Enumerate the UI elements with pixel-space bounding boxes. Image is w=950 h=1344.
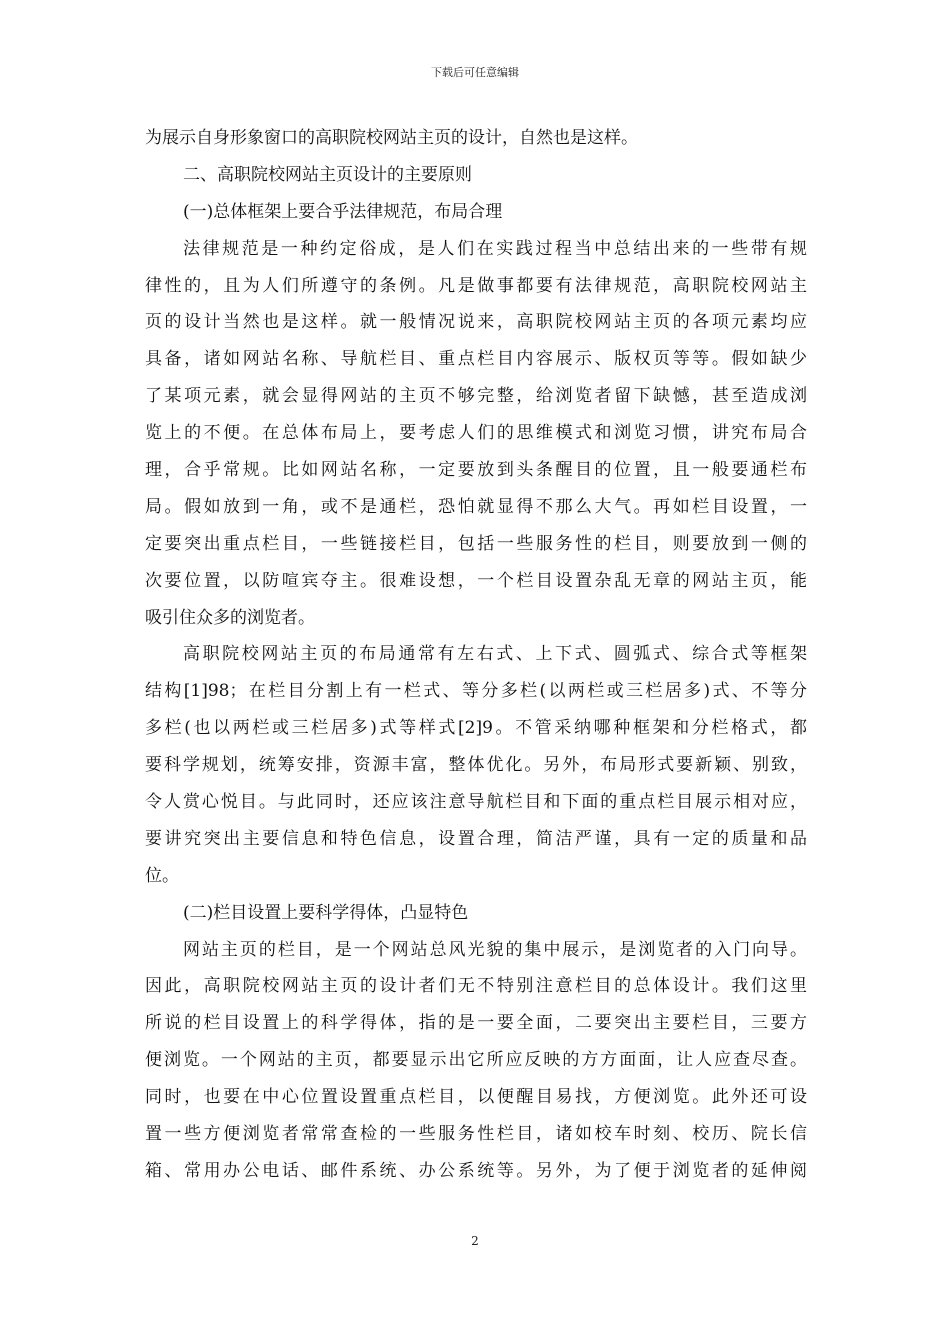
text-line: 要讲究突出主要信息和特色信息，设置合理，简洁严谨，具有一定的质量和品 [145, 828, 807, 849]
section-heading [145, 194, 807, 231]
text-line: 网站主页的栏目，是一个网站总风光貌的集中展示，是浏览者的入门向导。 [183, 939, 807, 960]
text-line: 了某项元素，就会显得网站的主页不够完整，给浏览者留下缺憾，甚至造成浏 [145, 386, 807, 407]
text-line: 吸引住众多的浏览者。 [145, 607, 315, 628]
paragraph [145, 932, 807, 1190]
text-line: 局。假如放到一角，或不是通栏，恐怕就显得不那么大气。再如栏目设置，一 [145, 496, 807, 517]
text-line: 多栏(也以两栏或三栏居多)式等样式[2]9。不管采纳哪种框架和分栏格式，都 [145, 718, 807, 739]
text-line: 置一些方便浏览者常常查检的一些服务性栏目，诸如校车时刻、校历、院长信 [145, 1124, 807, 1145]
text-line: 令人赏心悦目。与此同时，还应该注意导航栏目和下面的重点栏目展示相对应， [145, 792, 807, 813]
paragraph [145, 120, 807, 157]
text-line: 页的设计当然也是这样。就一般情况说来，高职院校网站主页的各项元素均应 [145, 312, 807, 333]
page-header: 下载后可任意编辑 [431, 66, 519, 79]
text-line: 览上的不便。在总体布局上，要考虑人们的思维模式和浏览习惯，讲究布局合 [145, 423, 807, 444]
text-line: 律性的，且为人们所遵守的条例。凡是做事都要有法律规范，高职院校网站主 [145, 275, 807, 296]
text-line: 具备，诸如网站名称、导航栏目、重点栏目内容展示、版权页等等。假如缺少 [145, 349, 807, 370]
text-line: 法律规范是一种约定俗成，是人们在实践过程当中总结出来的一些带有规 [183, 238, 807, 259]
text-line: 因此，高职院校网站主页的设计者们无不特别注意栏目的总体设计。我们这里 [145, 976, 807, 997]
text-line: 定要突出重点栏目，一些链接栏目，包括一些服务性的栏目，则要放到一侧的 [145, 533, 807, 554]
paragraph [145, 636, 807, 894]
text-line: 二、高职院校网站主页设计的主要原则 [183, 164, 472, 185]
text-line: 高职院校网站主页的布局通常有左右式、上下式、圆弧式、综合式等框架 [183, 644, 807, 665]
text-line: 要科学规划，统筹安排，资源丰富，整体优化。另外，布局形式要新颖、别致， [145, 755, 807, 776]
text-line: 同时，也要在中心位置设置重点栏目，以便醒目易找，方便浏览。此外还可设 [145, 1087, 807, 1108]
section-heading [145, 895, 807, 932]
text-line: 便浏览。一个网站的主页，都要显示出它所应反映的方方面面，让人应查尽查。 [145, 1050, 807, 1071]
text-line: 为展示自身形象窗口的高职院校网站主页的设计，自然也是这样。 [145, 128, 638, 148]
text-line: 次要位置，以防喧宾夺主。很难设想，一个栏目设置杂乱无章的网站主页，能 [145, 570, 807, 591]
text-line: 箱、常用办公电话、邮件系统、办公系统等。另外，为了便于浏览者的延伸阅 [145, 1160, 807, 1181]
section-heading [145, 157, 807, 194]
paragraph [145, 231, 807, 637]
text-line: 位。 [145, 865, 179, 886]
text-line: 结构[1]98；在栏目分割上有一栏式、等分多栏(以两栏或三栏居多)式、不等分 [145, 681, 807, 702]
page-number: 2 [471, 1234, 479, 1248]
document-body [145, 120, 807, 1190]
text-line: (一)总体框架上要合乎法律规范，布局合理 [183, 201, 503, 222]
text-line: 所说的栏目设置上的科学得体，指的是一要全面，二要突出主要栏目，三要方 [145, 1013, 807, 1034]
text-line: 理，合乎常规。比如网站名称，一定要放到头条醒目的位置，且一般要通栏布 [145, 460, 807, 481]
text-line: (二)栏目设置上要科学得体，凸显特色 [183, 902, 469, 923]
